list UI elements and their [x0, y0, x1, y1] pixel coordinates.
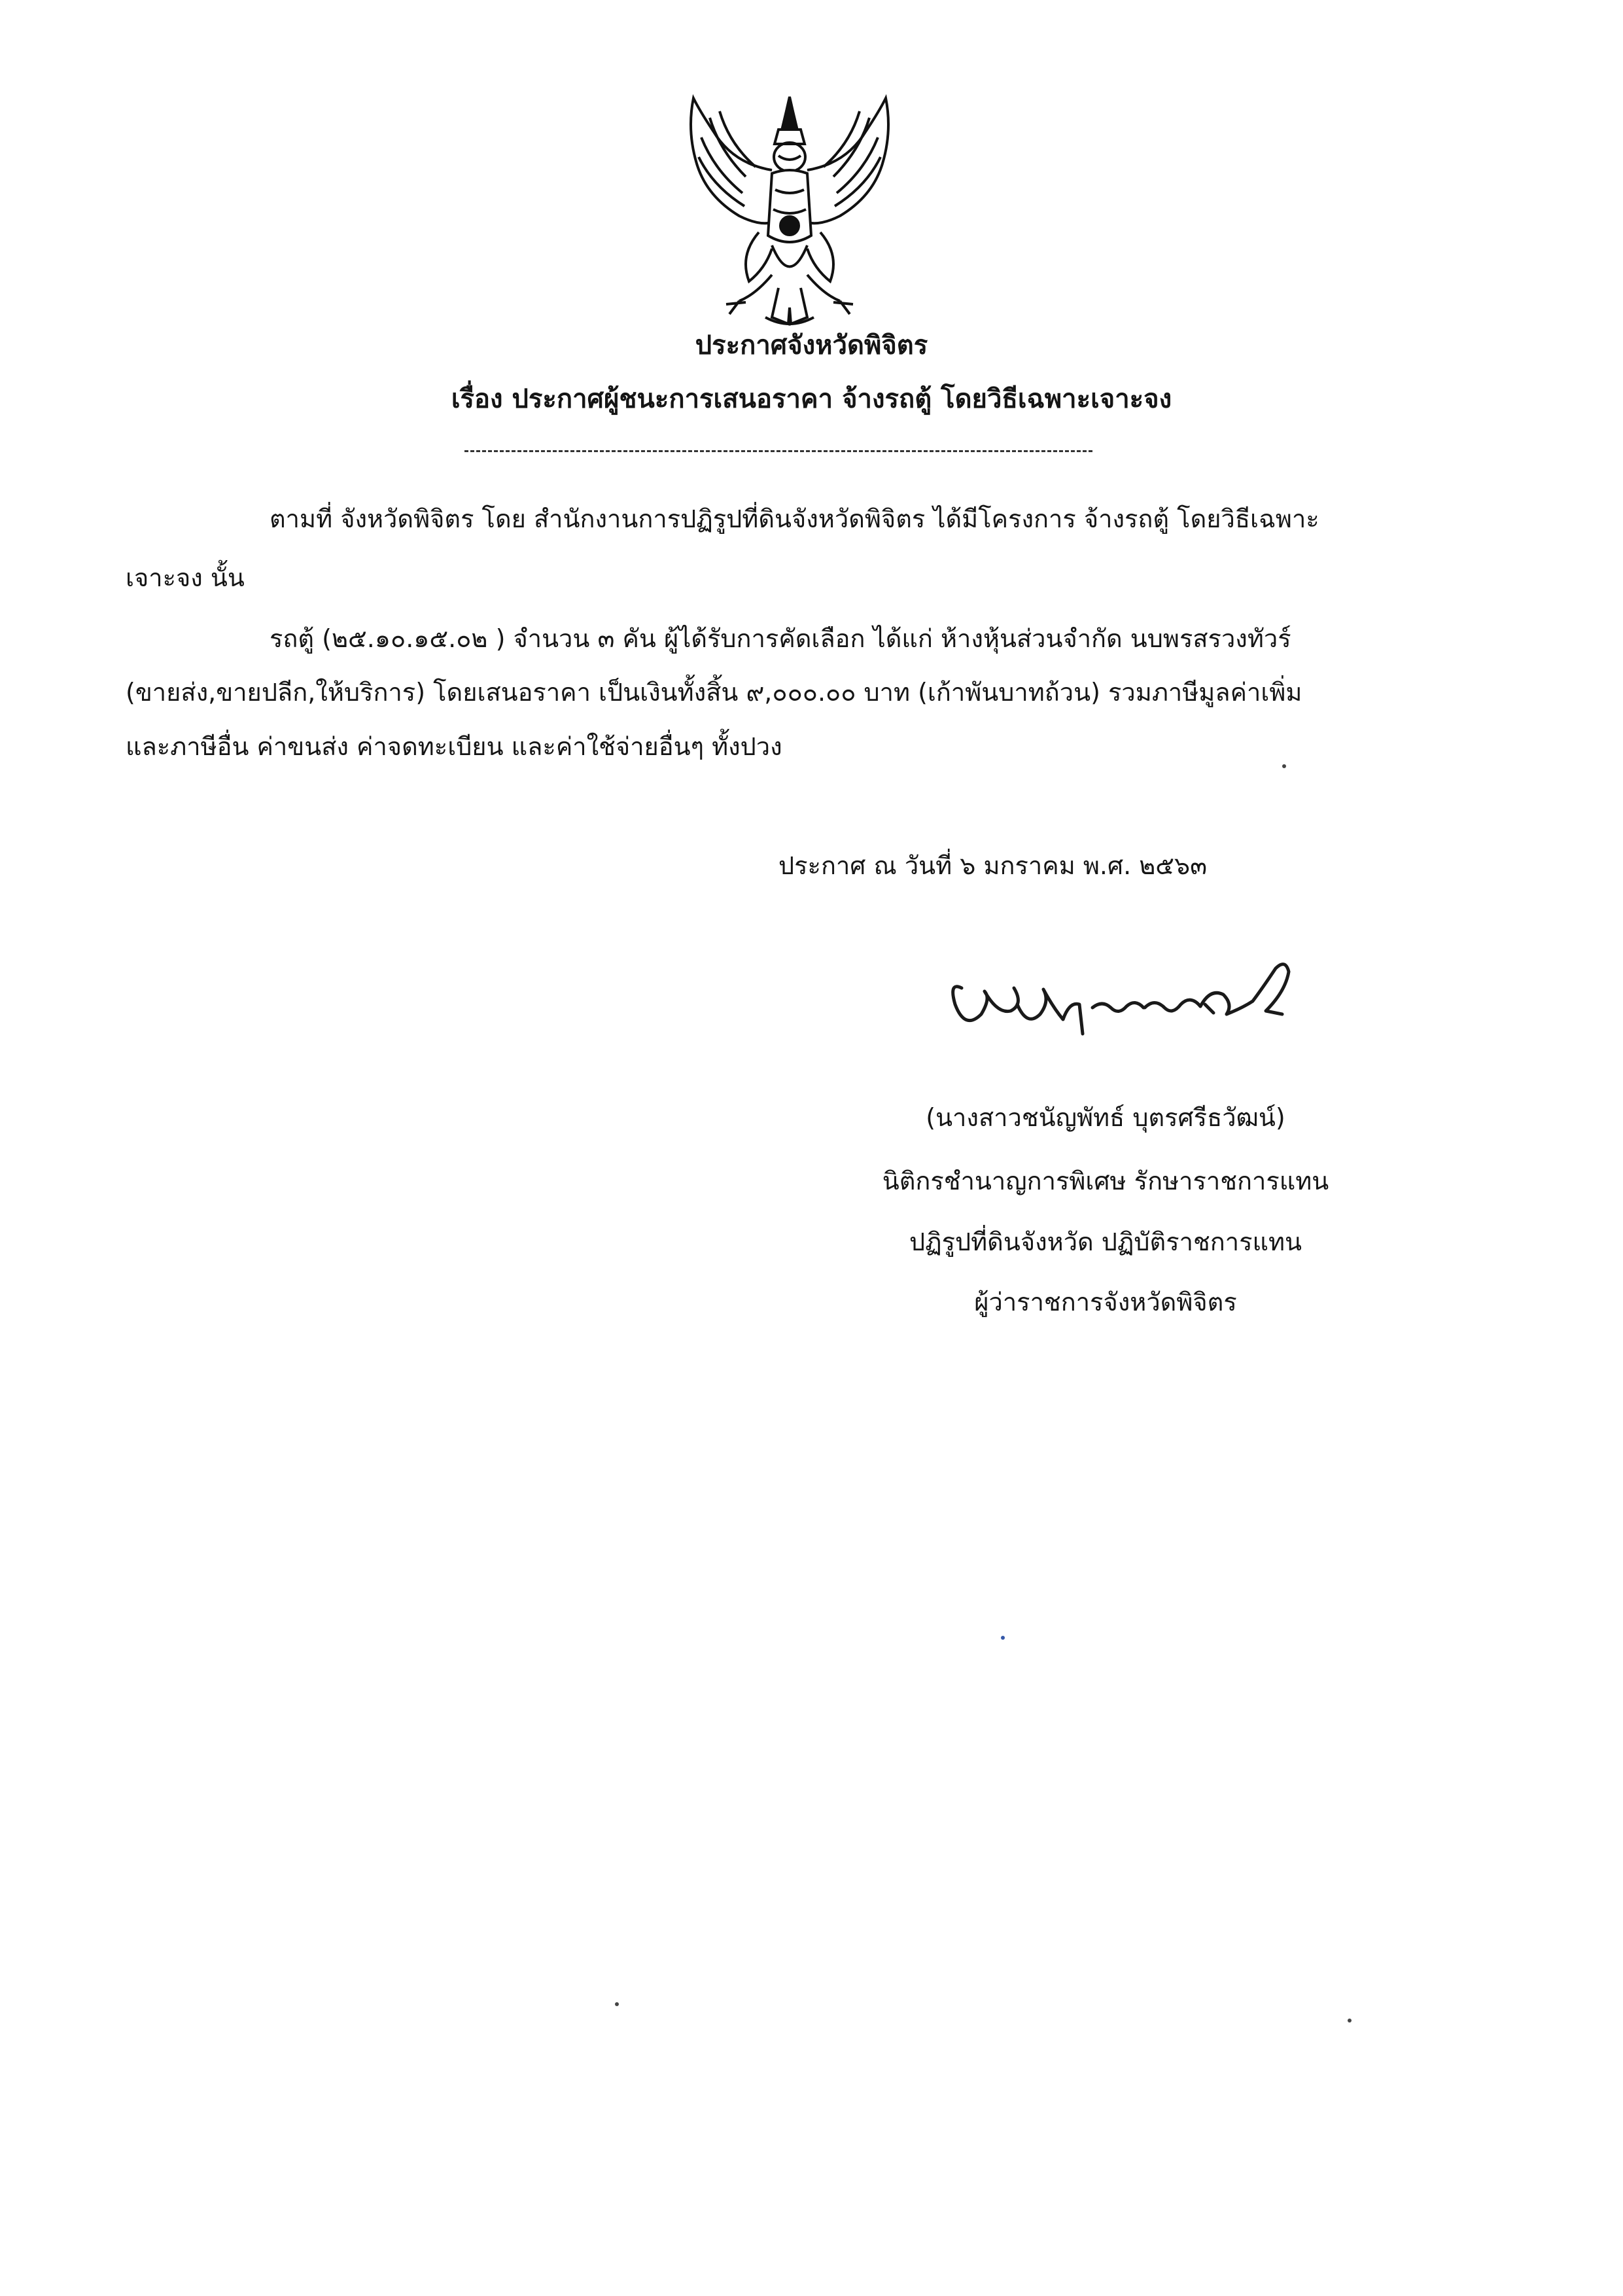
- scan-speck: [1001, 1636, 1005, 1640]
- body-paragraph2-line2: (ขายส่ง,ขายปลีก,ให้บริการ) โดยเสนอราคา เป็นเงินทั้งสิ้น ๙,๐๐๐.๐๐ บาท (เก้าพันบาทถ้วน) รวมภาษีมูลค่าเพิ่ม: [126, 678, 1302, 707]
- announcement-date: ประกาศ ณ วันที่ ๖ มกราคม พ.ศ. ๒๕๖๓: [778, 851, 1208, 880]
- scan-speck: [615, 2002, 619, 2006]
- body-paragraph1-line2: เจาะจง นั้น: [126, 563, 245, 592]
- handwritten-signature: [935, 942, 1302, 1060]
- dashed-divider: [464, 450, 1092, 452]
- body-paragraph1-line1: ตามที่ จังหวัดพิจิตร โดย สำนักงานการปฏิรูปที่ดินจังหวัดพิจิตร ได้มีโครงการ จ้างรถตู้ โดยวิธีเฉพาะ: [270, 504, 1319, 533]
- signer-position-line1: นิติกรชำนาญการพิเศษ รักษาราชการแทน: [882, 1167, 1329, 1195]
- scan-speck: [1282, 764, 1286, 768]
- announcement-subject: เรื่อง ประกาศผู้ชนะการเสนอราคา จ้างรถตู้ โดยวิธีเฉพาะเจาะจง: [451, 384, 1172, 414]
- announcement-agency-title: ประกาศจังหวัดพิจิตร: [695, 330, 928, 361]
- signer-name: (นางสาวชนัญพัทธ์ บุตรศรีธวัฒน์): [926, 1103, 1285, 1132]
- body-paragraph2-line3: และภาษีอื่น ค่าขนส่ง ค่าจดทะเบียน และค่าใช้จ่ายอื่นๆ ทั้งปวง: [126, 732, 782, 761]
- body-paragraph2-line1: รถตู้ (๒๕.๑๐.๑๕.๐๒ ) จำนวน ๓ คัน ผู้ได้รับการคัดเลือก ได้แก่ ห้างหุ้นส่วนจำกัด นบพรสรวงทัวร์: [270, 624, 1291, 653]
- scan-speck: [1348, 2019, 1352, 2022]
- garuda-emblem-icon: [674, 92, 906, 334]
- signer-position-line3: ผู้ว่าราชการจังหวัดพิจิตร: [974, 1288, 1237, 1316]
- signer-position-line2: ปฏิรูปที่ดินจังหวัด ปฏิบัติราชการแทน: [909, 1227, 1302, 1256]
